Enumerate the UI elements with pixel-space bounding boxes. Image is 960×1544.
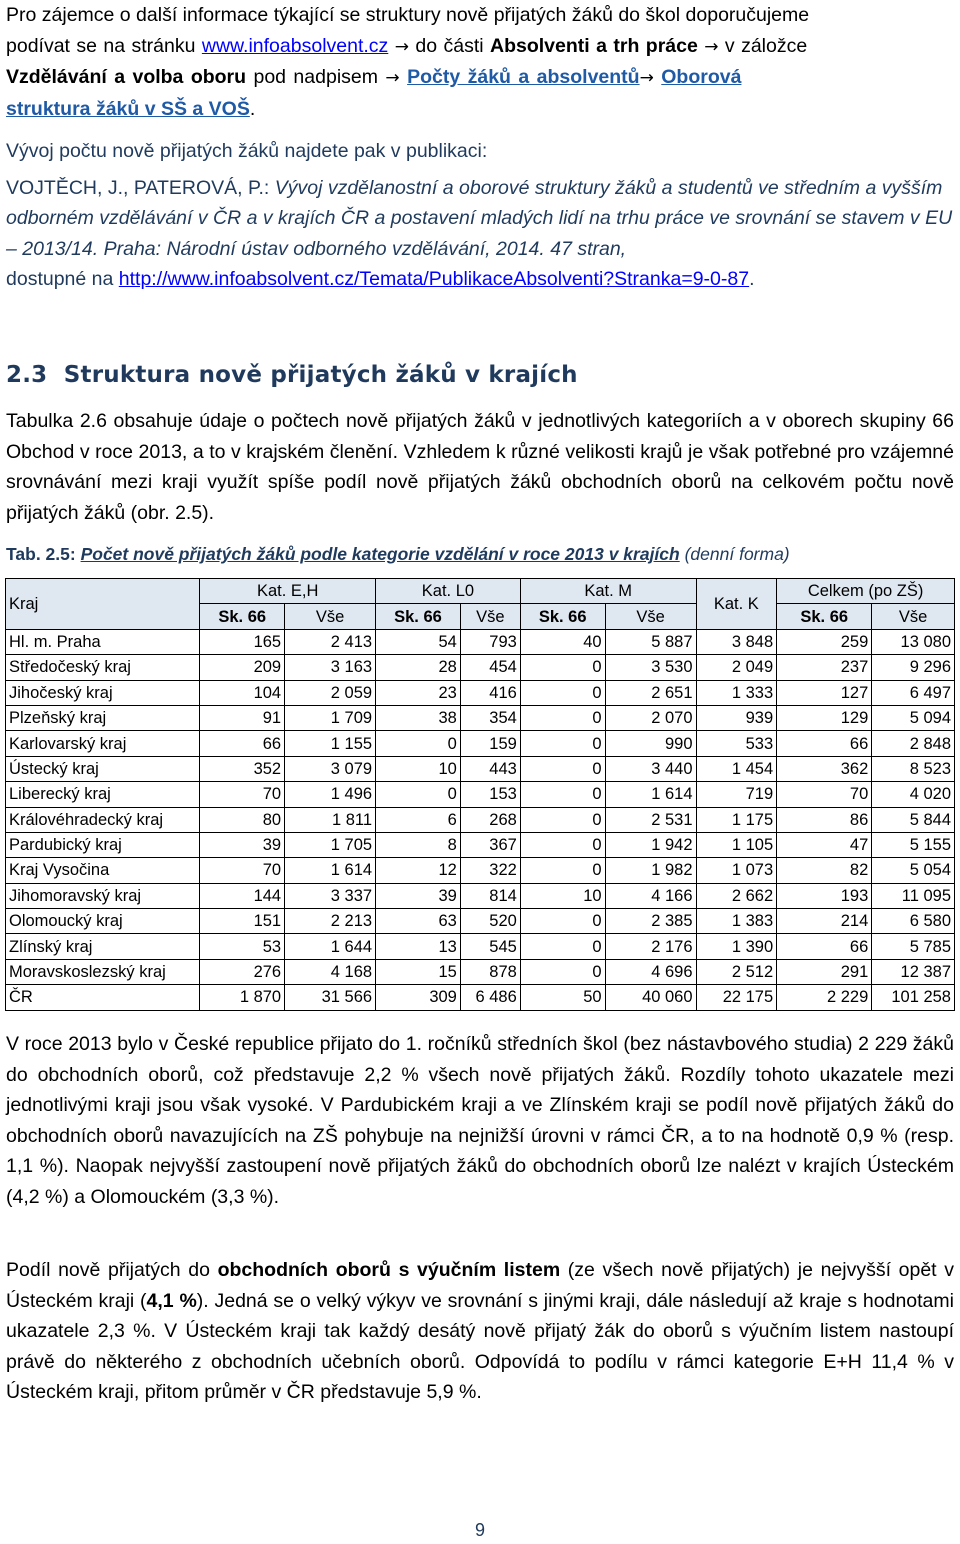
value-cell: 12 bbox=[376, 858, 461, 883]
data-table bbox=[5, 578, 955, 1011]
value-cell: 70 bbox=[777, 782, 872, 807]
region-cell: Liberecký kraj bbox=[6, 782, 200, 807]
value-cell: 4 020 bbox=[872, 782, 955, 807]
value-cell: 6 580 bbox=[872, 909, 955, 934]
value-cell: 50 bbox=[520, 985, 605, 1010]
value-cell: 12 387 bbox=[872, 959, 955, 984]
paragraph-text: ). Jedná se o velký výkyv ve srovnání s jinými kraji, dále následují až kraje s hodnotami ukazatele 2,3 %. V Ústeckém kraji tak každý desátý nově přijatý žák do oborů s výučním listem nastoupí právě do některého z obchodních učebních oborů. Odpovídá to podílu v rámci kategorie E+H 11,4 % v Ústeckém kraji, přitom průměr v ČR představuje 5,9 %. bbox=[6, 1289, 954, 1403]
value-cell: 153 bbox=[460, 782, 520, 807]
value-cell: 10 bbox=[520, 883, 605, 908]
value-cell: 291 bbox=[777, 959, 872, 984]
value-cell: 6 bbox=[376, 807, 461, 832]
value-cell: 878 bbox=[460, 959, 520, 984]
summary-paragraph: V roce 2013 bylo v České republice přijato do 1. ročníků středních škol (bez nástavbového studia) 2 229 žáků do obchodních oborů, což představuje 2,2 % všech nově přijatých žáků. Rozdíly tohoto ukazatele mezi jednotlivými kraji jsou však vysoké. V Pardubickém kraji a ve Zlínském kraji se podíl nově přijatých žáků do obchodních oborů navazujících na ZŠ pohybuje na nejnižší úrovni v rámci ČR, a to na hodnotě 0,9 % (resp. 1,1 %). Naopak nejvyšší zastoupení nově přijatých žáků do obchodních oborů lze nalézt v krajích Ústeckém (4,2 %) a Olomouckém (3,3 %). bbox=[6, 1033, 954, 1208]
period: . bbox=[249, 97, 256, 120]
value-cell: 1 705 bbox=[285, 832, 376, 857]
value-cell: 1 709 bbox=[285, 705, 376, 730]
value-cell: 1 870 bbox=[200, 985, 285, 1010]
value-cell: 5 155 bbox=[872, 832, 955, 857]
value-cell: 129 bbox=[777, 705, 872, 730]
subheader-vse: Vše bbox=[605, 604, 696, 629]
value-cell: 151 bbox=[200, 909, 285, 934]
value-cell: 2 049 bbox=[696, 655, 777, 680]
value-cell: 0 bbox=[520, 680, 605, 705]
value-cell: 416 bbox=[460, 680, 520, 705]
publication-block bbox=[6, 136, 954, 295]
vyucni-list-paragraph bbox=[6, 1255, 954, 1408]
value-cell: 0 bbox=[520, 807, 605, 832]
value-cell: 1 811 bbox=[285, 807, 376, 832]
table-caption-note: (denní forma) bbox=[684, 544, 790, 564]
value-cell: 2 662 bbox=[696, 883, 777, 908]
col-header-kat-l0: Kat. L0 bbox=[376, 579, 521, 604]
value-cell: 0 bbox=[520, 909, 605, 934]
value-cell: 13 bbox=[376, 934, 461, 959]
value-cell: 5 094 bbox=[872, 705, 955, 730]
value-cell: 1 390 bbox=[696, 934, 777, 959]
value-cell: 1 496 bbox=[285, 782, 376, 807]
value-cell: 0 bbox=[520, 832, 605, 857]
value-cell: 6 497 bbox=[872, 680, 955, 705]
table-row bbox=[6, 883, 955, 908]
value-cell: 276 bbox=[200, 959, 285, 984]
value-cell: 2 512 bbox=[696, 959, 777, 984]
value-cell: 1 175 bbox=[696, 807, 777, 832]
value-cell: 454 bbox=[460, 655, 520, 680]
table-row bbox=[6, 756, 955, 781]
value-cell: 309 bbox=[376, 985, 461, 1010]
value-cell: 2 651 bbox=[605, 680, 696, 705]
region-cell: Karlovarský kraj bbox=[6, 731, 200, 756]
value-cell: 443 bbox=[460, 756, 520, 781]
oborova-struktura-link[interactable]: Oborová bbox=[661, 66, 742, 88]
region-cell: Královéhradecký kraj bbox=[6, 807, 200, 832]
value-cell: 2 229 bbox=[777, 985, 872, 1010]
col-header-kraj: Kraj bbox=[6, 579, 200, 630]
value-cell: 0 bbox=[520, 705, 605, 730]
value-cell: 0 bbox=[520, 756, 605, 781]
value-cell: 990 bbox=[605, 731, 696, 756]
value-cell: 354 bbox=[460, 705, 520, 730]
arrow-right-icon: → bbox=[385, 68, 400, 88]
value-cell: 0 bbox=[520, 731, 605, 756]
value-cell: 1 105 bbox=[696, 832, 777, 857]
value-cell: 63 bbox=[376, 909, 461, 934]
value-cell: 47 bbox=[777, 832, 872, 857]
value-cell: 3 163 bbox=[285, 655, 376, 680]
value-cell: 259 bbox=[777, 629, 872, 654]
value-cell: 322 bbox=[460, 858, 520, 883]
publication-authors: VOJTĚCH, J., PATEROVÁ, P.: bbox=[6, 176, 270, 199]
value-cell: 2 531 bbox=[605, 807, 696, 832]
value-cell: 520 bbox=[460, 909, 520, 934]
table-row bbox=[6, 985, 955, 1010]
value-cell: 4 696 bbox=[605, 959, 696, 984]
table-row bbox=[6, 655, 955, 680]
value-cell: 1 454 bbox=[696, 756, 777, 781]
value-cell: 8 523 bbox=[872, 756, 955, 781]
col-header-kat-m: Kat. M bbox=[520, 579, 696, 604]
paragraph-text: Podíl nově přijatých do bbox=[6, 1259, 210, 1281]
value-cell: 5 887 bbox=[605, 629, 696, 654]
subheader-sk66: Sk. 66 bbox=[777, 604, 872, 629]
section-heading: 2.3 Struktura nově přijatých žáků v krajích bbox=[6, 362, 578, 388]
value-cell: 70 bbox=[200, 858, 285, 883]
region-cell: Zlínský kraj bbox=[6, 934, 200, 959]
value-cell: 86 bbox=[777, 807, 872, 832]
publication-heading: Vývoj počtu nově přijatých žáků najdete pak v publikaci: bbox=[6, 140, 488, 162]
region-cell: Jihomoravský kraj bbox=[6, 883, 200, 908]
col-header-celkem: Celkem (po ZŠ) bbox=[777, 579, 955, 604]
table-caption bbox=[6, 541, 960, 567]
value-cell: 104 bbox=[200, 680, 285, 705]
paragraph-text: (ze všech nově přijatých) je nejvyšší opět v Ústeckém kraji ( bbox=[6, 1259, 954, 1312]
value-cell: 31 566 bbox=[285, 985, 376, 1010]
value-cell: 1 383 bbox=[696, 909, 777, 934]
value-cell: 5 844 bbox=[872, 807, 955, 832]
region-cell: Moravskoslezský kraj bbox=[6, 959, 200, 984]
bold-phrase: obchodních oborů s výučním listem bbox=[217, 1259, 561, 1281]
value-cell: 2 413 bbox=[285, 629, 376, 654]
bold-value: 4,1 % bbox=[146, 1289, 197, 1312]
value-cell: 53 bbox=[200, 934, 285, 959]
intro-text: podívat se na stránku bbox=[6, 34, 196, 57]
col-header-kat-k: Kat. K bbox=[696, 579, 777, 630]
value-cell: 82 bbox=[777, 858, 872, 883]
value-cell: 39 bbox=[376, 883, 461, 908]
table-row bbox=[6, 782, 955, 807]
table-header-row bbox=[6, 579, 955, 604]
region-cell: Středočeský kraj bbox=[6, 655, 200, 680]
value-cell: 66 bbox=[777, 934, 872, 959]
value-cell: 38 bbox=[376, 705, 461, 730]
value-cell: 9 296 bbox=[872, 655, 955, 680]
value-cell: 214 bbox=[777, 909, 872, 934]
value-cell: 2 059 bbox=[285, 680, 376, 705]
value-cell: 362 bbox=[777, 756, 872, 781]
value-cell: 1 982 bbox=[605, 858, 696, 883]
subheader-vse: Vše bbox=[285, 604, 376, 629]
value-cell: 3 440 bbox=[605, 756, 696, 781]
value-cell: 40 060 bbox=[605, 985, 696, 1010]
intro-text: do části bbox=[415, 34, 484, 57]
value-cell: 1 155 bbox=[285, 731, 376, 756]
subheader-sk66: Sk. 66 bbox=[376, 604, 461, 629]
value-cell: 144 bbox=[200, 883, 285, 908]
value-cell: 11 095 bbox=[872, 883, 955, 908]
value-cell: 10 bbox=[376, 756, 461, 781]
value-cell: 91 bbox=[200, 705, 285, 730]
subheader-vse: Vše bbox=[460, 604, 520, 629]
value-cell: 1 644 bbox=[285, 934, 376, 959]
value-cell: 0 bbox=[520, 782, 605, 807]
subheader-vse: Vše bbox=[872, 604, 955, 629]
value-cell: 1 614 bbox=[285, 858, 376, 883]
value-cell: 533 bbox=[696, 731, 777, 756]
table-row bbox=[6, 629, 955, 654]
table-row bbox=[6, 680, 955, 705]
value-cell: 3 530 bbox=[605, 655, 696, 680]
table-row bbox=[6, 731, 955, 756]
value-cell: 0 bbox=[520, 655, 605, 680]
value-cell: 5 785 bbox=[872, 934, 955, 959]
intro-text: pod nadpisem bbox=[253, 66, 378, 88]
publication-title: Vývoj vzdělanostní a oborové struktury žáků a studentů ve středním a vyšším odborném vzdělávání v ČR a v krajích ČR a postavení mladých lidí na trhu práce ve srovnání se stavem v EU – 2013/14. bbox=[6, 176, 953, 260]
value-cell: 159 bbox=[460, 731, 520, 756]
arrow-right-icon: → bbox=[394, 36, 409, 57]
available-label: dostupné na bbox=[6, 268, 114, 290]
region-cell: Plzeňský kraj bbox=[6, 705, 200, 730]
value-cell: 3 079 bbox=[285, 756, 376, 781]
publication-publisher: Praha: Národní ústav odborného vzdělávání, 2014. 47 stran, bbox=[103, 237, 627, 260]
value-cell: 545 bbox=[460, 934, 520, 959]
table-body bbox=[6, 629, 955, 1010]
value-cell: 2 848 bbox=[872, 731, 955, 756]
value-cell: 0 bbox=[520, 858, 605, 883]
intro-line-1: Pro zájemce o další informace týkající se struktury nově přijatých žáků do škol doporučujeme bbox=[6, 4, 810, 26]
publication-reference bbox=[6, 173, 954, 295]
value-cell: 22 175 bbox=[696, 985, 777, 1010]
value-cell: 268 bbox=[460, 807, 520, 832]
value-cell: 793 bbox=[460, 629, 520, 654]
section-paragraph: Tabulka 2.6 obsahuje údaje o počtech nově přijatých žáků v jednotlivých kategoriích a v oborech skupiny 66 Obchod v roce 2013, a to v krajském členění. Vzhledem k různé velikosti krajů je však potřebné pro vzájemné srovnávání mezi kraji využít spíše podíl nově přijatých žáků obchodních oborů na celkovém počtu nově přijatých žáků (obr. 2.5). bbox=[6, 410, 954, 524]
region-cell: Jihočeský kraj bbox=[6, 680, 200, 705]
subheader-sk66: Sk. 66 bbox=[520, 604, 605, 629]
table-caption-label: Tab. 2.5: bbox=[6, 544, 76, 564]
value-cell: 2 213 bbox=[285, 909, 376, 934]
value-cell: 2 385 bbox=[605, 909, 696, 934]
value-cell: 0 bbox=[376, 731, 461, 756]
table-row bbox=[6, 807, 955, 832]
arrow-right-icon: → bbox=[639, 68, 654, 88]
value-cell: 8 bbox=[376, 832, 461, 857]
value-cell: 0 bbox=[520, 959, 605, 984]
col-header-kat-eh: Kat. E,H bbox=[200, 579, 376, 604]
table-row bbox=[6, 832, 955, 857]
publication-url-link[interactable]: http://www.infoabsolvent.cz/Temata/PublikaceAbsolventi?Stranka=9-0-87 bbox=[118, 268, 750, 290]
infoabsolvent-link[interactable]: www.infoabsolvent.cz bbox=[201, 34, 389, 57]
value-cell: 2 070 bbox=[605, 705, 696, 730]
intro-paragraph bbox=[6, 0, 954, 124]
table-caption-title: Počet nově přijatých žáků podle kategorie vzdělání v roce 2013 v krajích bbox=[80, 544, 680, 564]
value-cell: 367 bbox=[460, 832, 520, 857]
region-cell: Ústecký kraj bbox=[6, 756, 200, 781]
region-cell: ČR bbox=[6, 985, 200, 1010]
value-cell: 4 168 bbox=[285, 959, 376, 984]
tab-name-vzdelavani: Vzdělávání a volba oboru bbox=[6, 66, 247, 88]
value-cell: 1 614 bbox=[605, 782, 696, 807]
region-cell: Olomoucký kraj bbox=[6, 909, 200, 934]
value-cell: 2 176 bbox=[605, 934, 696, 959]
value-cell: 237 bbox=[777, 655, 872, 680]
value-cell: 80 bbox=[200, 807, 285, 832]
table-row bbox=[6, 934, 955, 959]
arrow-right-icon: → bbox=[704, 36, 719, 57]
section-name-absolventi: Absolventi a trh práce bbox=[490, 34, 698, 57]
table-row bbox=[6, 705, 955, 730]
value-cell: 5 054 bbox=[872, 858, 955, 883]
subheader-sk66: Sk. 66 bbox=[200, 604, 285, 629]
value-cell: 193 bbox=[777, 883, 872, 908]
value-cell: 719 bbox=[696, 782, 777, 807]
value-cell: 23 bbox=[376, 680, 461, 705]
value-cell: 54 bbox=[376, 629, 461, 654]
value-cell: 70 bbox=[200, 782, 285, 807]
value-cell: 0 bbox=[376, 782, 461, 807]
value-cell: 814 bbox=[460, 883, 520, 908]
value-cell: 28 bbox=[376, 655, 461, 680]
value-cell: 127 bbox=[777, 680, 872, 705]
pocty-zaku-link[interactable]: Počty žáků a absolventů bbox=[407, 66, 640, 88]
value-cell: 209 bbox=[200, 655, 285, 680]
value-cell: 13 080 bbox=[872, 629, 955, 654]
value-cell: 3 337 bbox=[285, 883, 376, 908]
value-cell: 0 bbox=[520, 934, 605, 959]
period: . bbox=[749, 268, 755, 290]
region-cell: Hl. m. Praha bbox=[6, 629, 200, 654]
value-cell: 1 942 bbox=[605, 832, 696, 857]
intro-text: v záložce bbox=[724, 34, 808, 57]
value-cell: 939 bbox=[696, 705, 777, 730]
oborova-struktura-link-cont[interactable]: struktura žáků v SŠ a VOŠ bbox=[6, 97, 250, 120]
table-row bbox=[6, 909, 955, 934]
value-cell: 6 486 bbox=[460, 985, 520, 1010]
value-cell: 66 bbox=[200, 731, 285, 756]
value-cell: 1 073 bbox=[696, 858, 777, 883]
value-cell: 101 258 bbox=[872, 985, 955, 1010]
value-cell: 66 bbox=[777, 731, 872, 756]
value-cell: 40 bbox=[520, 629, 605, 654]
value-cell: 1 333 bbox=[696, 680, 777, 705]
value-cell: 39 bbox=[200, 832, 285, 857]
region-cell: Pardubický kraj bbox=[6, 832, 200, 857]
page-number: 9 bbox=[474, 1520, 485, 1540]
table-row bbox=[6, 959, 955, 984]
region-cell: Kraj Vysočina bbox=[6, 858, 200, 883]
value-cell: 352 bbox=[200, 756, 285, 781]
value-cell: 165 bbox=[200, 629, 285, 654]
table-row bbox=[6, 858, 955, 883]
value-cell: 3 848 bbox=[696, 629, 777, 654]
value-cell: 4 166 bbox=[605, 883, 696, 908]
value-cell: 15 bbox=[376, 959, 461, 984]
